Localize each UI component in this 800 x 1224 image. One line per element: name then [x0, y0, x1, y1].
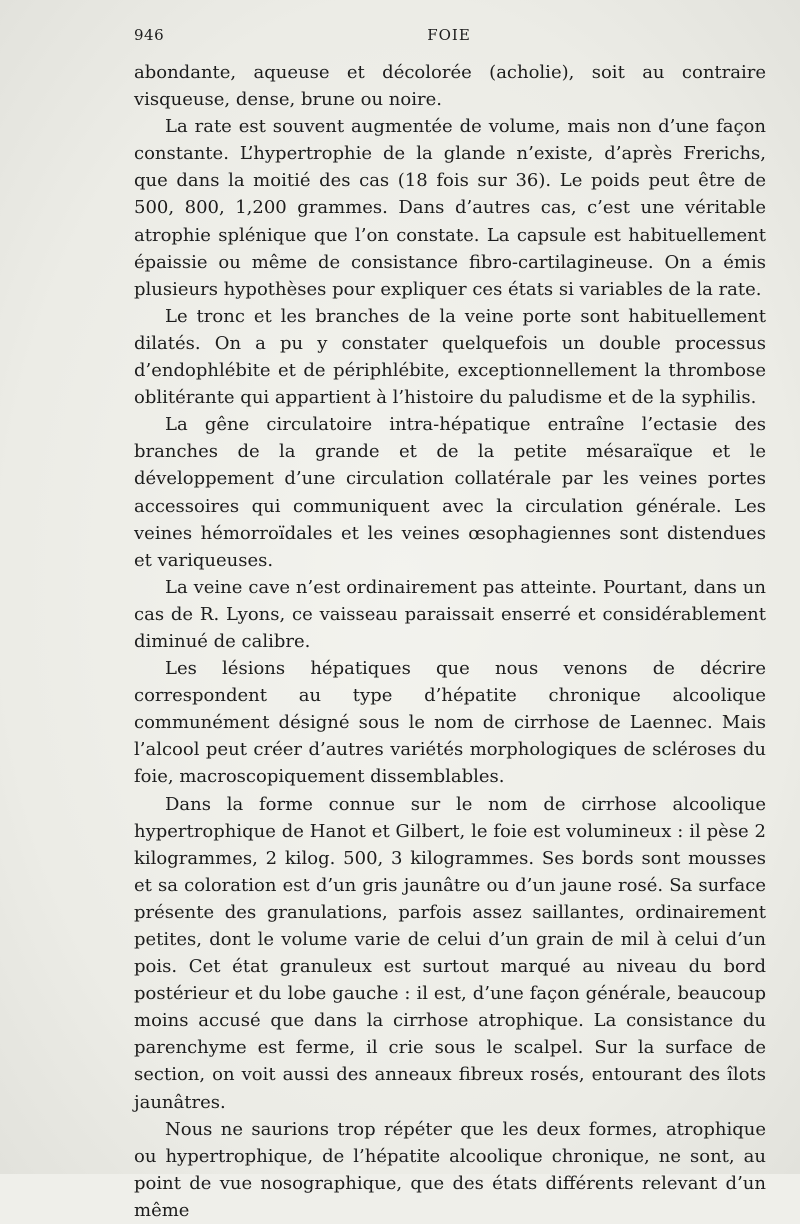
- paragraph-conclusion: Nous ne saurions trop répéter que les deux formes, atrophique ou hypertrophique, de l’hépatite alcoolique chronique, ne sont, au point de vue nosographique, que des états différents relevant d’un même: [134, 1118, 766, 1221]
- paragraph-veine-porte: Le tronc et les branches de la veine porte sont habituellement dilatés. On a pu y constater quelquefois un double processus d’endophlébite et de périphlébite, exceptionnellement la thrombose oblitérante qui appartient à l’histoire du paludisme et de la syphilis.: [134, 305, 766, 409]
- paragraph-lesions-hepatiques: Les lésions hépatiques que nous venons de décrire correspondent au type d’hépatite chronique alcoolique communément désigné sous le nom de cirrhose de Laennec. Mais l’alcool peut créer d’autres variétés morphologiques de scléroses du foie, macroscopiquement dissemblables.: [134, 658, 766, 788]
- paragraph-continued: abondante, aqueuse et décolorée (acholie), soit au contraire visqueuse, dense, brune ou noire.: [134, 62, 766, 111]
- page-header: [134, 26, 764, 48]
- paragraph-gene-circulatoire: La gêne circulatoire intra-hépatique entraîne l’ectasie des branches de la grande et de la petite mésaraïque et le développement d’une circulation collatérale par les veines portes accessoires qui communiquent avec la circulation générale. Les veines hémorroïdales et les veines œsophagiennes sont distendues et variqueuses.: [134, 414, 766, 571]
- paragraph-rate: La rate est souvent augmentée de volume, mais non d’une façon constante. L’hypertrophie de la glande n’existe, d’après Frerichs, que dans la moitié des cas (18 fois sur 36). Le poids peut être de 500, 800, 1,200 grammes. Dans d’autres cas, c’est une véritable atrophie splénique que l’on constate. La capsule est habituellement épaissie ou même de consistance fibro-cartilagineuse. On a émis plusieurs hypothèses pour expliquer ces états si variables de la rate.: [134, 116, 766, 300]
- page-number: 946: [134, 26, 165, 44]
- running-title: FOIE: [427, 26, 471, 44]
- paragraph-veine-cave: La veine cave n’est ordinairement pas atteinte. Pourtant, dans un cas de R. Lyons, ce vaisseau paraissait enserré et considérablement diminué de calibre.: [134, 576, 766, 652]
- body-text: [134, 59, 766, 1224]
- paragraph-cirrhose-hypertrophique: Dans la forme connue sur le nom de cirrhose alcoolique hypertrophique de Hanot et Gilbert, le foie est volumineux : il pèse 2 kilogrammes, 2 kilog. 500, 3 kilogrammes. Ses bords sont mousses et sa coloration est d’un gris jaunâtre ou d’un jaune rosé. Sa surface présente des granulations, parfois assez saillantes, ordinairement petites, dont le volume varie de celui d’un grain de mil à celui d’un pois. Cet état granuleux est surtout marqué au niveau du bord postérieur et du lobe gauche : il est, d’une façon générale, beaucoup moins accusé que dans la cirrhose atrophique. La consistance du parenchyme est ferme, il crie sous le scalpel. Sur la surface de section, on voit aussi des anneaux fibreux rosés, entourant des îlots jaunâtres.: [134, 793, 766, 1113]
